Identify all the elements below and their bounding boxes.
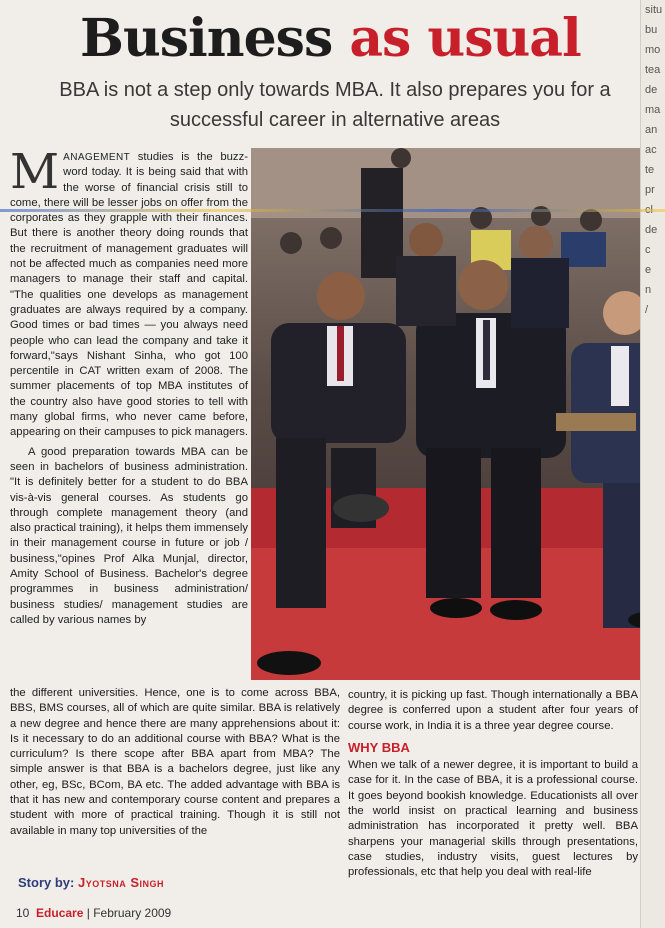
- edge-fragment: /: [645, 304, 649, 316]
- page-number: 10: [16, 906, 30, 920]
- next-page-edge: [640, 0, 665, 928]
- paragraph-1-text: studies is the buzz-word today. It is being said that with the worse of financial crisis still to come, there will be lesser jobs on offer from the corporates as they grapple with their finances. But there is another theory doing rounds that the recruitment of management graduates will not be affected much as companies need more managers to manage their staff and capital. "The qualities one develops as management graduates are always required by a company. Good times or bad times — you always need people who can lead the company and take it forward,"says Nishant Sinha, who got 100 percentile in CAT written exam of 2008. The summer placements of top MBA institutes of the country also have good stories to tell with many global firms, who never came before, appearing on their campuses to pick managers.: [10, 151, 248, 439]
- edge-fragment: pr: [645, 184, 655, 196]
- byline-author: Jyotsna Singh: [77, 875, 164, 890]
- edge-fragment: c: [645, 244, 651, 256]
- edge-fragment: n: [645, 284, 652, 296]
- edge-fragment: te: [645, 164, 655, 176]
- edge-fragment: e: [645, 264, 652, 276]
- byline: [18, 875, 164, 890]
- right-column: [348, 688, 638, 887]
- magazine-name: Educare: [36, 906, 84, 920]
- title-business: Business: [80, 8, 333, 69]
- dropcap: M: [10, 144, 60, 200]
- page-footer: 10 Educare | February 2009: [16, 906, 172, 920]
- article-title: [80, 8, 620, 70]
- section-heading-why-bba: WHY BBA: [348, 739, 410, 755]
- paragraph-2: A good preparation towards MBA can be seen in bachelors of business administration. "It is definitely better for a student to do BBA vis-à-vis general courses. As students go through complete management theory (and also practical training), it helps them immensely in their management course in future or job / business,"opines Prof Alka Munjal, director, Amity School of Business. Bachelor's degree programmes in business administration/ business studies/ management studies are called by various names by: [10, 445, 248, 626]
- edge-fragment: de: [645, 224, 658, 236]
- right-paragraph-2: When we talk of a newer degree, it is important to build a case for it. In the case of BBA, it is a professional course. It goes beyond bookish knowledge. Educationists all over the world insist on practical learning and business administration has incorporated it pretty well. BBA sharpens your managerial skills through presentations, case studies, industry visits, guest lectures by professionals, etc that help you deal with real-life: [348, 759, 638, 879]
- edge-fragment: situ: [645, 4, 663, 16]
- right-paragraph-1: country, it is picking up fast. Though internationally a BBA degree is conferred upon a student after four years of course work, in India it is a three year degree course.: [348, 689, 638, 732]
- edge-fragment: de: [645, 84, 658, 96]
- edge-fragment: ma: [645, 104, 661, 116]
- edge-fragment: mo: [645, 44, 661, 56]
- scan-artifact-line: [0, 209, 665, 212]
- edge-fragment: bu: [645, 24, 658, 36]
- title-as-usual: as usual: [349, 8, 581, 69]
- edge-fragment: tea: [645, 64, 661, 76]
- students-seated-photo: [251, 148, 663, 680]
- edge-fragment: ac: [645, 144, 657, 156]
- left-column: [10, 144, 248, 632]
- left-column-continued: the different universities. Hence, one is to come across BBA, BBS, BMS courses, all of which are quite similar. BBA is relatively a new degree and hence there are many apprehensions about it: Is it necessary to do an additional course with BBA? What is the curriculum? Is there scope after BBA apart from MBA? The simple answer is that BBA is a bachelors degree, just like any other, eg, BSc, BCom, BA etc. The added advantage with BBA is that it has new and contemporary course content and prepares a student with more of practical training. Though it is still not available in many top universities of the: [10, 687, 340, 837]
- paragraph-1-caps: ANAGEMENT: [63, 152, 131, 163]
- byline-label: Story by:: [18, 875, 75, 890]
- edge-fragment: an: [645, 124, 658, 136]
- issue-date: February 2009: [93, 906, 172, 920]
- article-subtitle: BBA is not a step only towards MBA. It also prepares you for a successful career in alternative areas: [59, 79, 611, 131]
- paragraph-1: [10, 144, 248, 441]
